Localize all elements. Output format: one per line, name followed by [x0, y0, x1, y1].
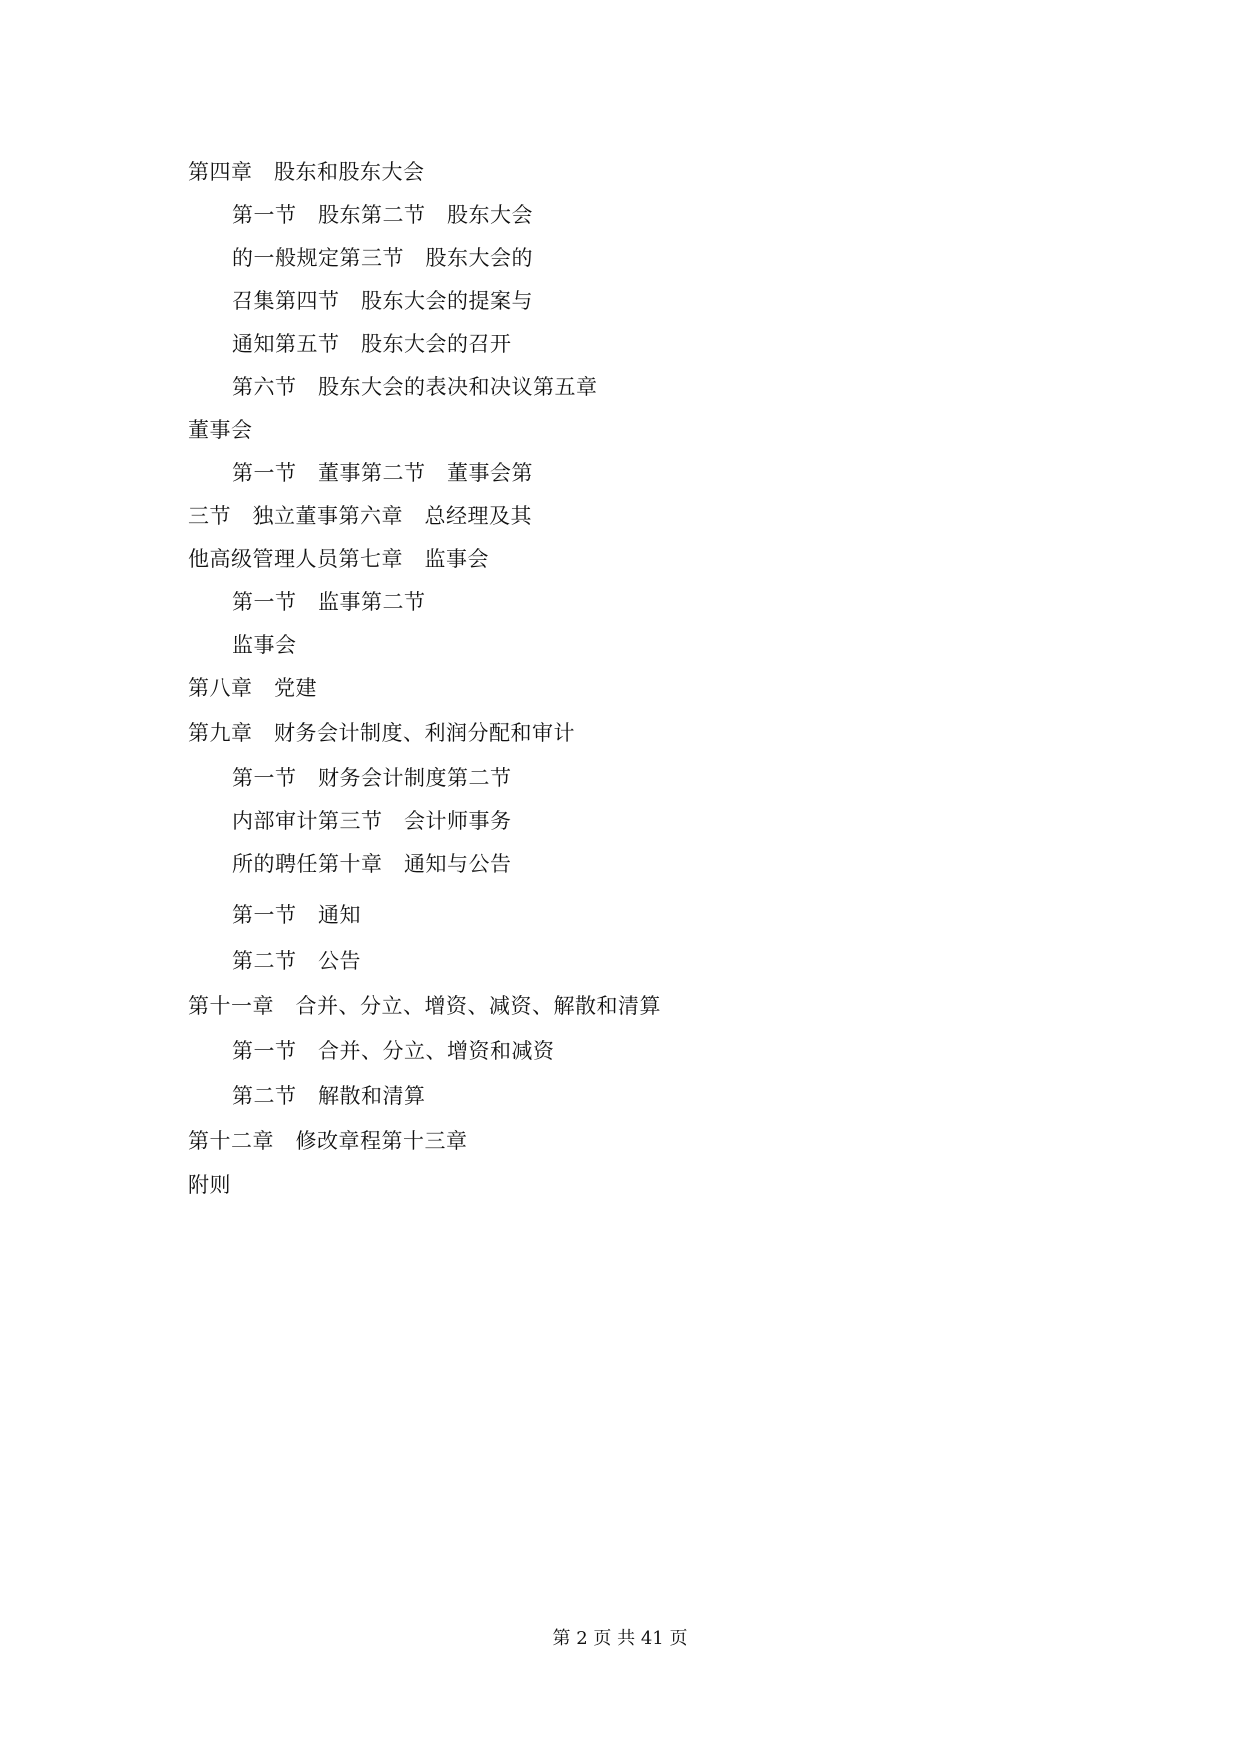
toc-chapter-9: 第九章 财务会计制度、利润分配和审计	[188, 721, 575, 745]
toc-line: 通知第五节 股东大会的召开	[232, 332, 512, 356]
toc-line: 第一节 股东第二节 股东大会	[232, 203, 533, 227]
toc-line: 第二节 解散和清算	[232, 1084, 426, 1108]
toc-line: 第一节 通知	[232, 903, 361, 927]
toc-line: 召集第四节 股东大会的提案与	[232, 289, 533, 313]
toc-line: 所的聘任第十章 通知与公告	[232, 852, 512, 876]
toc-line: 第一节 财务会计制度第二节	[232, 766, 512, 790]
page-number-footer: 第 2 页 共 41 页	[552, 1628, 688, 1649]
toc-line: 监事会	[232, 633, 297, 657]
toc-line: 的一般规定第三节 股东大会的	[232, 246, 533, 270]
toc-chapter-4: 第四章 股东和股东大会	[188, 160, 425, 184]
toc-chapter-12: 第十二章 修改章程第十三章	[188, 1129, 468, 1153]
toc-line: 第一节 合并、分立、增资和减资	[232, 1039, 555, 1063]
toc-line: 董事会	[188, 418, 253, 442]
toc-line: 第六节 股东大会的表决和决议第五章	[232, 375, 598, 399]
toc-chapter-8: 第八章 党建	[188, 676, 317, 700]
toc-line: 第一节 监事第二节	[232, 590, 426, 614]
toc-line: 附则	[188, 1173, 231, 1197]
toc-line: 三节 独立董事第六章 总经理及其	[188, 504, 532, 528]
toc-line: 内部审计第三节 会计师事务	[232, 809, 512, 833]
toc-line: 第二节 公告	[232, 949, 361, 973]
toc-chapter-11: 第十一章 合并、分立、增资、减资、解散和清算	[188, 994, 661, 1018]
toc-line: 他高级管理人员第七章 监事会	[188, 547, 489, 571]
toc-line: 第一节 董事第二节 董事会第	[232, 461, 533, 485]
